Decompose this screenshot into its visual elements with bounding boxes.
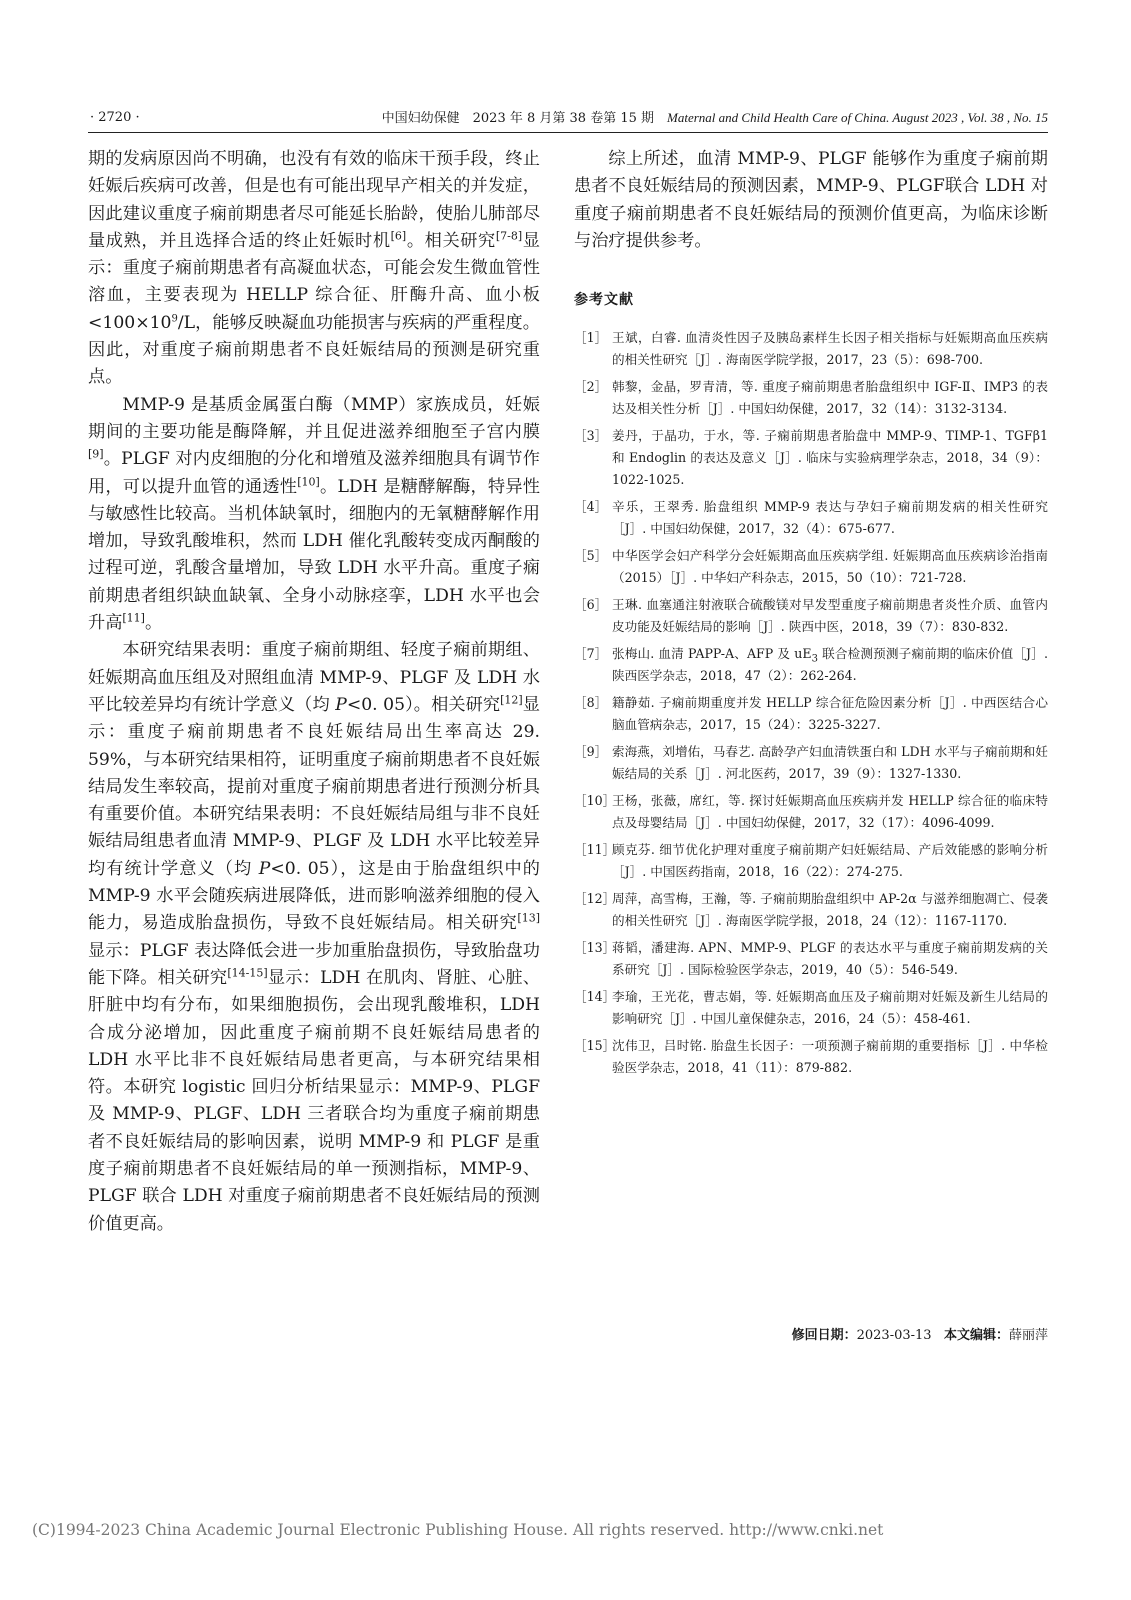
reference-item [574, 986, 1048, 1030]
reference-item [574, 425, 1048, 491]
citation: [7-8] [495, 229, 523, 243]
reference-item [574, 643, 1048, 687]
citation: [14-15] [227, 966, 268, 980]
copyright-notice: (C)1994-2023 China Academic Journal Electronic Publishing House. All rights reserved. http://www.cnki.net [32, 1521, 884, 1539]
text-run: 显示：PLGF 表达降低会进一步加重胎盘损伤，导致胎盘功能下降。相关研究 [88, 940, 540, 988]
text-run: 本研究结果表明：重度子痫前期组、轻度子痫前期组、妊娠期高血压组及对照组血清 MMP-9、PLGF 及 LDH 水平比较差异均有统计学意义（均 [88, 640, 540, 715]
text-run: <0. 05），这是由于胎盘组织中的 MMP-9 水平会随疾病进展降低，进而影响滋养细胞的侵入能力，易造成胎盘损伤，导致不良妊娠结局。相关研究 [88, 858, 540, 934]
reference-text [612, 646, 1048, 683]
reference-item [574, 545, 1048, 589]
conclusion-paragraph: 综上所述，血清 MMP-9、PLGF 能够作为重度子痫前期患者不良妊娠结局的预测因素，MMP-9、PLGF联合 LDH 对重度子痫前期患者不良妊娠结局的预测价值更高，为临床诊断与治疗提供参考。 [574, 149, 1048, 251]
p-value-symbol: P [258, 858, 271, 879]
text-run: 显示：重度子痫前期患者不良妊娠结局出生率高达 29. 59%，与本研究结果相符，证明重度子痫前期患者不良妊娠结局发生率较高，提前对重度子痫前期患者进行预测分析具有重要价值。本研究结果表明：不良妊娠结局组与非不良妊娠结局组患者血清 MMP-9、PLGF 及 LDH 水平比较差异均有统计学意义（均 [88, 694, 540, 879]
reference-item [574, 692, 1048, 736]
editor-label: 本文编辑： [943, 1328, 1009, 1343]
journal-info [382, 106, 1048, 131]
revision-info [792, 1324, 1048, 1343]
reference-number: ［9］ [574, 744, 608, 760]
reference-number: ［14］ [574, 989, 616, 1005]
p-value-symbol: P [335, 694, 347, 715]
reference-text: 周萍，高雪梅，王瀚，等. 子痫前期胎盘组织中 AP-2α 与滋养细胞凋亡、侵袭的相关性研究［J］. 海南医学院学报，2018，24（12）：1167-1170. [612, 891, 1048, 929]
text-run: 。 [144, 613, 163, 634]
reference-text: 李瑜，王光花，曹志娟，等. 妊娠期高血压及子痫前期对妊娠及新生儿结局的影响研究［J］. 中国儿童保健杂志，2016，24（5）：458-461. [612, 989, 1048, 1027]
reference-item [574, 937, 1048, 981]
reference-number: ［5］ [574, 548, 608, 564]
citation: [12] [500, 693, 523, 707]
citation: [6] [390, 229, 407, 243]
exponent: 9 [171, 313, 178, 325]
text-run: /L，能够反映凝血功能损害与疾病的严重程度。因此，对重度子痫前期患者不良妊娠结局的预测是研究重点。 [88, 312, 540, 388]
reference-text: 籍静茹. 子痫前期重度并发 HELLP 综合征危险因素分析［J］. 中西医结合心脑血管病杂志，2017，15（24）：3225-3227. [612, 695, 1048, 733]
reference-number: ［6］ [574, 597, 608, 613]
paragraph-2 [88, 392, 540, 638]
reference-item [574, 888, 1048, 932]
reference-number: ［15］ [574, 1038, 616, 1054]
text-run: 显示：LDH 在肌肉、肾脏、心脏、肝脏中均有分布，如果细胞损伤，会出现乳酸堆积，LDH 合成分泌增加，因此重度子痫前期不良妊娠结局患者的 LDH 水平比非不良妊娠结局患者更高，与本研究结果相符。本研究 logistic 回归分析结果显示：MMP-9、PLGF 及 MMP-9、PLGF、LDH 三者联合均为重度子痫前期患者不良妊娠结局的影响因素，说明 MMP-9 和 PLGF 是重度子痫前期患者不良妊娠结局的单一预测指标，MMP-9、PLGF 联合 LDH 对重度子痫前期患者不良妊娠结局的预测价值更高。 [88, 967, 540, 1234]
journal-name-en: Maternal and Child Health Care of China. August 2023 , Vol. 38 , No. 15 [667, 110, 1048, 125]
citation: [9] [88, 447, 104, 461]
citation: [11] [122, 611, 145, 625]
reference-item [574, 594, 1048, 638]
editor-name: 薛丽萍 [1008, 1328, 1048, 1343]
reference-text: 王杨，张薇，席红，等. 探讨妊娠期高血压疾病并发 HELLP 综合征的临床特点及母婴结局［J］. 中国妇幼保健，2017，32（17）：4096-4099. [612, 793, 1048, 831]
reference-number: ［13］ [574, 940, 616, 956]
reference-number: ［2］ [574, 379, 608, 395]
reference-number: ［7］ [574, 646, 608, 662]
reference-number: ［4］ [574, 499, 608, 515]
text-run: 。PLGF 对内皮细胞的分化和增殖及滋养细胞具有调节作用，可以提升血管的通透性 [88, 449, 540, 497]
text-run: 。LDH 是糖酵解酶，特异性与敏感性比较高。当机体缺氧时，细胞内的无氧糖酵解作用增加，导致乳酸堆积，然而 LDH 催化乳酸转变成丙酮酸的过程可逆，乳酸含量增加，导致 LDH 水平升高。重度子痫前期患者组织缺血缺氧、全身小动脉痉挛，LDH 水平也会升高 [88, 476, 540, 634]
paragraph-1 [88, 146, 540, 392]
reference-item [574, 376, 1048, 420]
reference-text: 沈伟卫，吕时铭. 胎盘生长因子：一项预测子痫前期的重要指标［J］. 中华检验医学杂志，2018，41（11）：879-882. [612, 1038, 1048, 1076]
reference-item [574, 839, 1048, 883]
reference-item [574, 741, 1048, 785]
reference-item [574, 1035, 1048, 1079]
reference-number: ［10］ [574, 793, 616, 809]
reference-text: 辛乐，王翠秀. 胎盘组织 MMP-9 表达与孕妇子痫前期发病的相关性研究［J］. 中国妇幼保健，2017，32（4）：675-677. [612, 499, 1048, 537]
reference-text: 索海燕，刘增佑，马春艺. 高龄孕产妇血清铁蛋白和 LDH 水平与子痫前期和妊娠结局的关系［J］. 河北医药，2017，39（9）：1327-1330. [612, 744, 1048, 782]
reference-list [574, 327, 1048, 1079]
text-run: 期的发病原因尚不明确，也没有有效的临床干预手段，终止妊娠后疾病可改善，但是也有可能出现早产相关的并发症，因此建议重度子痫前期患者尽可能延长胎龄，使胎儿肺部尽量成熟，并且选择合适的终止妊娠时机 [88, 149, 540, 251]
page-number: · 2720 · [90, 110, 140, 125]
reference-item [574, 496, 1048, 540]
reference-text: 韩黎，金晶，罗青清，等. 重度子痫前期患者胎盘组织中 IGF-Ⅱ、IMP3 的表达及相关性分析［J］. 中国妇幼保健，2017，32（14）：3132-3134. [612, 379, 1048, 417]
header-rule [88, 132, 1048, 133]
reference-number: ［1］ [574, 330, 608, 346]
left-column [88, 146, 540, 1238]
text-run: 。相关研究 [406, 230, 496, 251]
reference-text: 姜丹，于晶功，于水，等. 子痫前期患者胎盘中 MMP-9、TIMP-1、TGFβ1 和 Endoglin 的表达及意义［J］. 临床与实验病理学杂志，2018，34（9）：1022-1025. [612, 428, 1048, 488]
revised-date-label: 修回日期： [791, 1328, 857, 1343]
reference-text: 顾克芬. 细节优化护理对重度子痫前期产妇妊娠结局、产后效能感的影响分析［J］. 中国医药指南，2018，16（22）：274-275. [612, 842, 1048, 880]
reference-text-run: 张梅山. 血清 PAPP-A、AFP 及 uE [612, 646, 812, 662]
reference-item [574, 327, 1048, 371]
reference-text: 中华医学会妇产科学分会妊娠期高血压疾病学组. 妊娠期高血压疾病诊治指南（2015）［J］. 中华妇产科杂志，2015，50（10）：721-728. [612, 548, 1048, 586]
reference-number: ［11］ [574, 842, 616, 858]
text-run: <0. 05）。相关研究 [346, 694, 501, 715]
paragraph-3 [88, 637, 540, 1238]
reference-number: ［8］ [574, 695, 608, 711]
reference-number: ［3］ [574, 428, 608, 444]
citation: [10] [297, 474, 320, 488]
journal-name-cn: 中国妇幼保健 2023 年 8 月第 38 卷第 15 期 [381, 111, 668, 126]
citation: [13] [517, 911, 540, 925]
reference-item [574, 790, 1048, 834]
reference-text: 王琳. 血塞通注射液联合硫酸镁对早发型重度子痫前期患者炎性介质、血管内皮功能及妊娠结局的影响［J］. 陕西中医，2018，39（7）：830-832. [612, 597, 1048, 635]
revised-date: 2023-03-13 [856, 1328, 932, 1343]
text-run: 显示：重度子痫前期患者有高凝血状态，可能会发生微血管性溶血，主要表现为 HELLP 综合征、肝酶升高、血小板<100×10 [88, 230, 540, 333]
right-column [574, 146, 1048, 1084]
subscript: 3 [811, 653, 818, 665]
text-run: MMP-9 是基质金属蛋白酶（MMP）家族成员，妊娠期间的主要功能是酶降解，并且促进滋养细胞至子宫内膜 [88, 394, 540, 442]
references-heading: 参考文献 [574, 292, 634, 309]
reference-text: 王斌，白睿. 血清炎性因子及胰岛素样生长因子相关指标与妊娠期高血压疾病的相关性研究［J］. 海南医学院学报，2017，23（5）：698-700. [612, 330, 1048, 368]
running-header [88, 106, 1048, 130]
reference-text: 蒋韬，潘建海. APN、MMP-9、PLGF 的表达水平与重度子痫前期发病的关系研究［J］. 国际检验医学杂志，2019，40（5）：546-549. [612, 940, 1048, 978]
reference-number: ［12］ [574, 891, 616, 907]
reference-text-run: 联合检测预测子痫前期的临床价值［J］. 陕西医学杂志，2018，47（2）：262-264. [612, 646, 1048, 684]
